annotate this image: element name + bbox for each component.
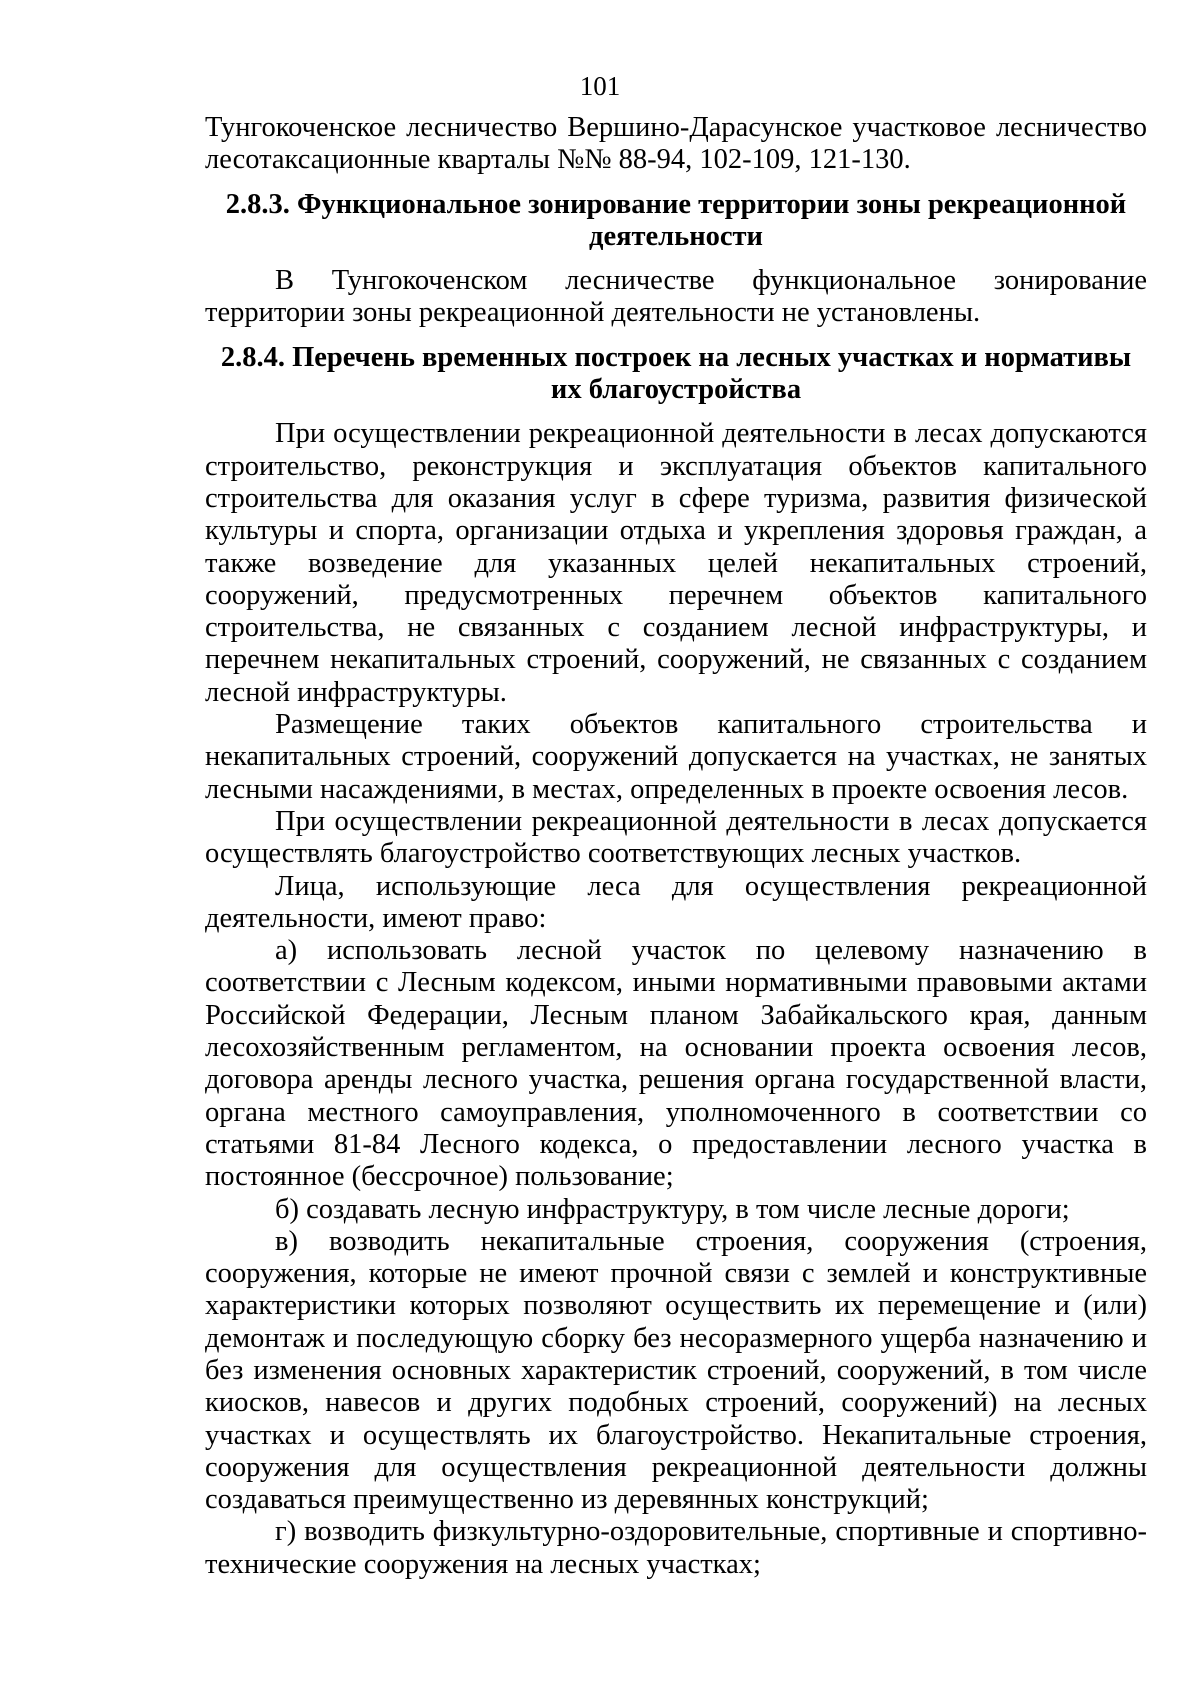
document-body [205,112,1147,1581]
list-item-g: г) возводить физкультурно-оздоровительные, спортивные и спортивно-технические сооружения на лесных участках; [205,1516,1147,1580]
paragraph: Лица, использующие леса для осуществления рекреационной деятельности, имеют право: [205,870,1147,934]
paragraph: Размещение таких объектов капитального строительства и некапитальных строений, сооружений допускается на участках, не занятых лесными насаждениями, в местах, определенных в проекте освоения лесов. [205,709,1147,805]
paragraph: При осуществлении рекреационной деятельности в лесах допускается осуществлять благоустройство соответствующих лесных участков. [205,805,1147,870]
list-item-v: в) возводить некапитальные строения, сооружения (строения, сооружения, которые не имеют прочной связи с землей и конструктивные характеристики которых позволяют осуществить их перемещение и (или) демонтаж и последующую сборку без несоразмерного ущерба назначению и без изменения основных характеристик строений, сооружений, в том числе киосков, навесов и других подобных строений, сооружений) на лесных участках и осуществлять их благоустройство. Некапитальные строения, сооружения для осуществления рекреационной деятельности должны создаваться преимущественно из деревянных конструкций; [205,1225,1147,1516]
paragraph: При осуществлении рекреационной деятельности в лесах допускаются строительство, реконструкция и эксплуатация объектов капитального строительства для оказания услуг в сфере туризма, развития физической культуры и спорта, организации отдыха и укрепления здоровья граждан, а также возведение для указанных целей некапитальных строений, сооружений, предусмотренных перечнем объектов капитального строительства, не связанных с созданием лесной инфраструктуры, и перечнем некапитальных строений, сооружений, не связанных с созданием лесной инфраструктуры. [205,418,1147,708]
section-2-8-3-paragraph: В Тунгокоченском лесничестве функциональное зонирование территории зоны рекреационной деятельности не установлены. [205,265,1147,329]
intro-paragraph: Тунгокоченское лесничество Вершино-Дарасунское участковое лесничество лесотаксационные кварталы №№ 88-94, 102-109, 121-130. [205,112,1147,176]
list-item-b: б) создавать лесную инфраструктуру, в том числе лесные дороги; [275,1193,1070,1225]
page-number: 101 [579,71,621,101]
section-2-8-3-heading: 2.8.3. Функциональное зонирование территории зоны рекреационной деятельности [225,188,1127,252]
list-item-a: а) использовать лесной участок по целевому назначению в соответствии с Лесным кодексом, иными нормативными правовыми актами Российской Федерации, Лесным планом Забайкальского края, данным лесохозяйственным регламентом, на основании проекта освоения лесов, договора аренды лесного участка, решения органа государственной власти, органа местного самоуправления, уполномоченного в соответствии со статьями 81-84 Лесного кодекса, о предоставлении лесного участка в постоянное (бессрочное) пользование; [205,935,1147,1193]
section-2-8-4-heading: 2.8.4. Перечень временных построек на лесных участках и нормативы их благоустройства [220,341,1132,406]
